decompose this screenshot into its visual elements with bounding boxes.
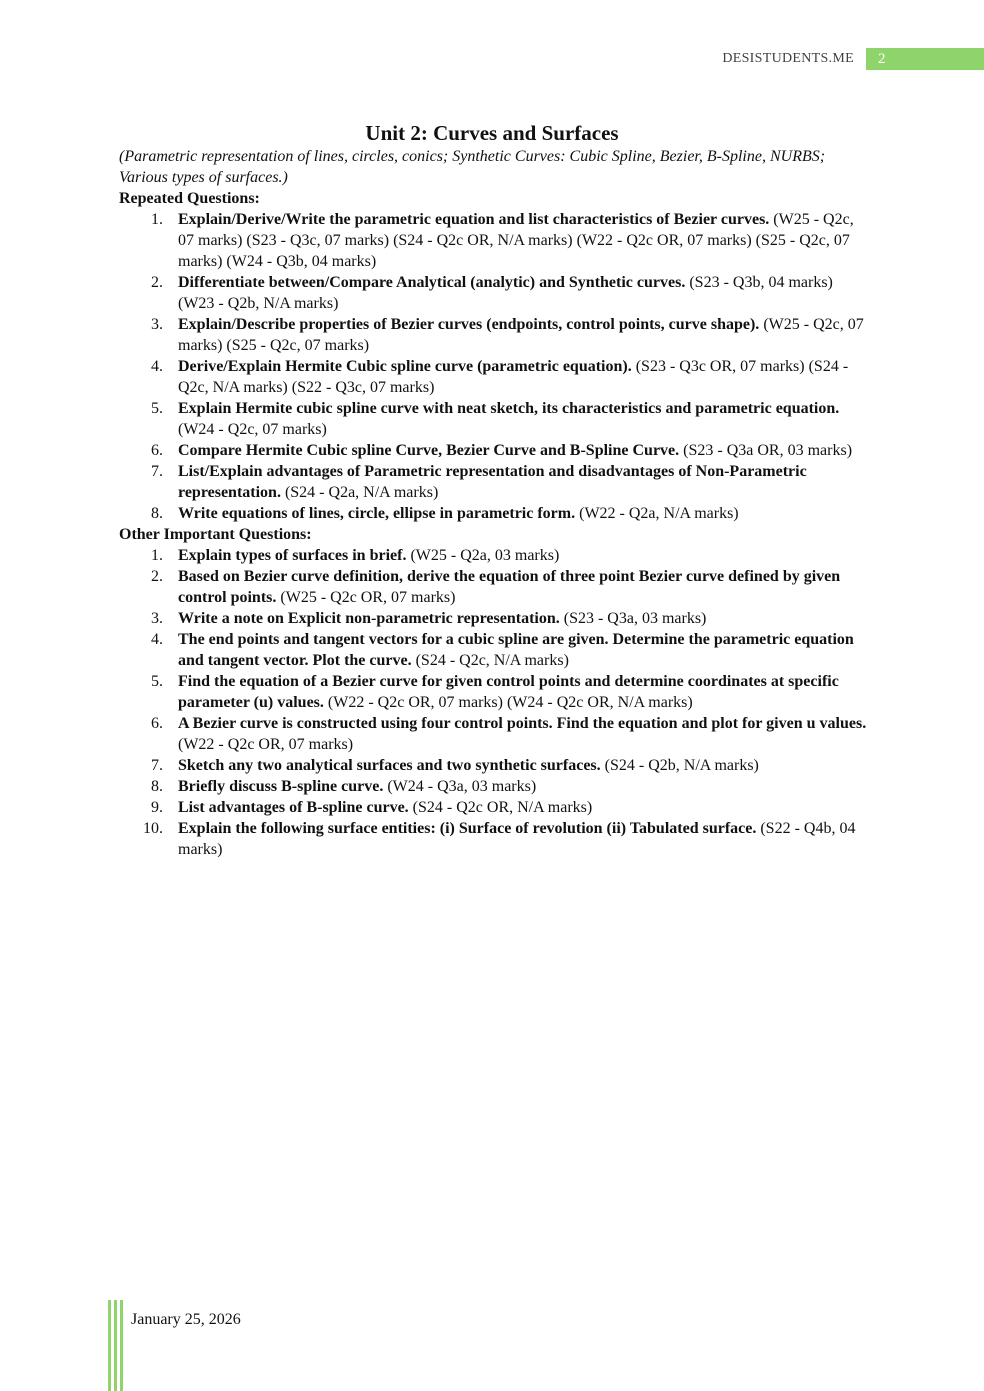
list-item: 1. Explain types of surfaces in brief. (W25 - Q2a, 03 marks) — [151, 547, 560, 564]
list-item: 3. Explain/Describe properties of Bezier curves (endpoints, control points, curve shape). (W25 - Q2c, 07 marks) (S25 - Q2c, 07 marks) — [151, 316, 864, 354]
unit-subtitle: (Parametric representation of lines, circles, conics; Synthetic Curves: Cubic Spline, Bezier, B-Spline, NURBS; Various types of surfaces.) — [119, 148, 826, 186]
site-name[interactable]: DESISTUDENTS.ME — [722, 51, 854, 66]
repeated-questions-list — [119, 209, 869, 524]
list-item: 5. Explain Hermite cubic spline curve with neat sketch, its characteristics and parametric equation. (W24 - Q2c, 07 marks) — [151, 400, 840, 438]
list-item: 7. List/Explain advantages of Parametric representation and disadvantages of Non-Parametric representation. (S24 - Q2a, N/A marks) — [151, 463, 807, 501]
footer-bar — [108, 1300, 111, 1391]
footer-date: January 25, 2026 — [131, 1311, 241, 1328]
repeated-questions-heading: Repeated Questions: — [119, 190, 260, 207]
document-body — [119, 120, 869, 860]
list-item: 4. The end points and tangent vectors for a cubic spline are given. Determine the parametric equation and tangent vector. Plot the curve. (S24 - Q2c, N/A marks) — [151, 631, 854, 669]
footer-bar — [114, 1300, 117, 1391]
other-questions-list — [119, 545, 869, 860]
footer-decoration — [108, 1300, 126, 1391]
footer-bar — [120, 1300, 123, 1391]
page-header — [722, 48, 984, 70]
other-questions-heading: Other Important Questions: — [119, 526, 312, 543]
list-item: 10. Explain the following surface entities: (i) Surface of revolution (ii) Tabulated surface. (S22 - Q4b, 04 marks) — [143, 820, 856, 858]
list-item: 5. Find the equation of a Bezier curve for given control points and determine coordinates at specific parameter (u) values. (W22 - Q2c OR, 07 marks) (W24 - Q2c OR, N/A marks) — [151, 673, 839, 711]
list-item: 9. List advantages of B-spline curve. (S24 - Q2c OR, N/A marks) — [151, 799, 593, 816]
list-item: 2. Differentiate between/Compare Analytical (analytic) and Synthetic curves. (S23 - Q3b, 04 marks) (W23 - Q2b, N/A marks) — [151, 274, 833, 312]
list-item: 8. Write equations of lines, circle, ellipse in parametric form. (W22 - Q2a, N/A marks) — [151, 505, 739, 522]
list-item: 1. Explain/Derive/Write the parametric equation and list characteristics of Bezier curves. (W25 - Q2c, 07 marks) (S23 - Q3c, 07 marks) (S24 - Q2c OR, N/A marks) (W22 - Q2c OR, 07 marks) (S25 - Q2c, 07 marks) (W24 - Q3b, 04 marks) — [151, 211, 854, 270]
list-item: 6. Compare Hermite Cubic spline Curve, Bezier Curve and B-Spline Curve. (S23 - Q3a OR, 03 marks) — [151, 442, 853, 459]
page-number: 2 — [866, 48, 984, 70]
list-item: 8. Briefly discuss B-spline curve. (W24 - Q3a, 03 marks) — [151, 778, 537, 795]
list-item: 3. Write a note on Explicit non-parametric representation. (S23 - Q3a, 03 marks) — [151, 610, 707, 627]
page-title: Unit 2: Curves and Surfaces — [365, 121, 619, 145]
list-item: 2. Based on Bezier curve definition, derive the equation of three point Bezier curve defined by given control points. (W25 - Q2c OR, 07 marks) — [151, 568, 841, 606]
list-item: 7. Sketch any two analytical surfaces and two synthetic surfaces. (S24 - Q2b, N/A marks) — [151, 757, 759, 774]
list-item: 6. A Bezier curve is constructed using four control points. Find the equation and plot for given u values. (W22 - Q2c OR, 07 marks) — [151, 715, 867, 753]
list-item: 4. Derive/Explain Hermite Cubic spline curve (parametric equation). (S23 - Q3c OR, 07 marks) (S24 - Q2c, N/A marks) (S22 - Q3c, 07 marks) — [151, 358, 849, 396]
